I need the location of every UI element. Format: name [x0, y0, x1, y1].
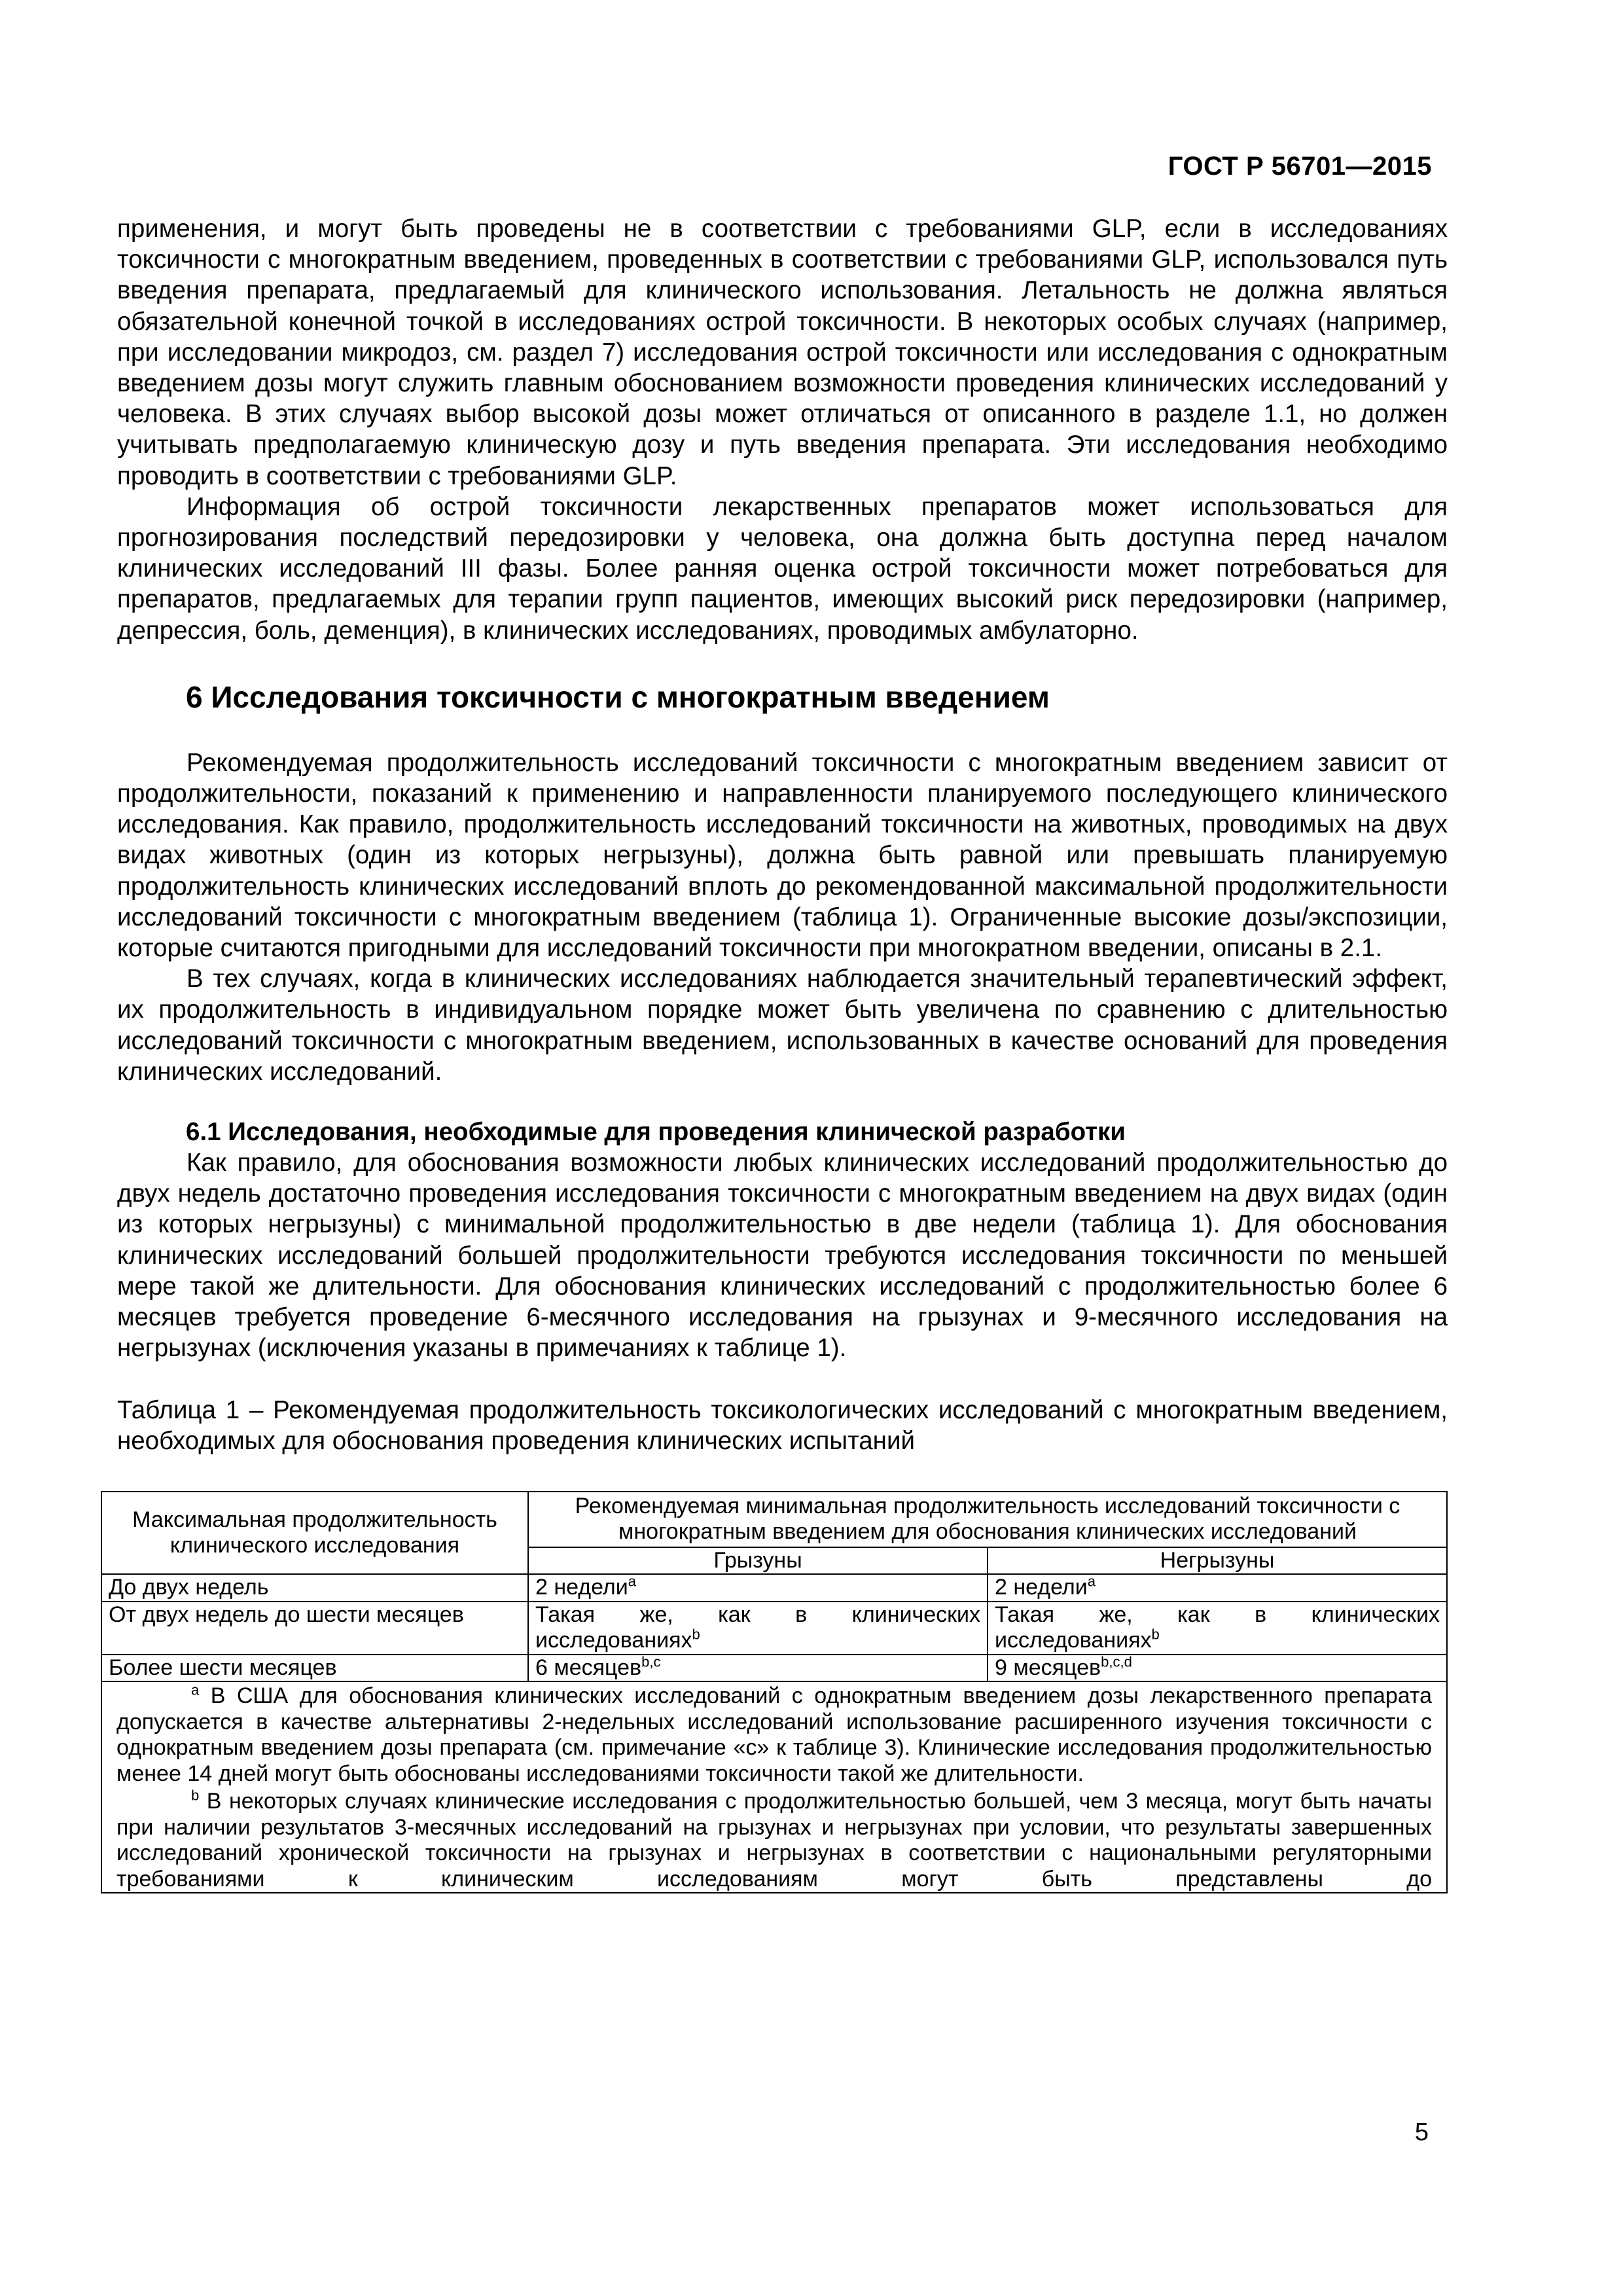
intro-paragraph-1: применения, и могут быть проведены не в соответствии с требованиями GLP, если в исследованиях токсичности с многократным введением, проведенных в соответствии с требованиями GLP, использовался путь введения препарата, предлагаемый для клинического использования. Летальность не должна являться обязательной конечной точкой в исследованиях острой токсичности. В некоторых особых случаях (например, при исследовании микродоз, см. раздел 7) исследования острой токсичности или исследования с однократным введением дозы могут служить главным обоснованием возможности проведения клинических исследований у человека. В этих случаях выбор высокой дозы может отличаться от описанного в разделе 1.1, но должен учитывать предполагаемую клиническую дозу и путь введения препарата. Эти исследования необходимо проводить в соответствии с требованиями GLP. — [117, 215, 1448, 490]
table-row — [101, 1655, 1447, 1682]
section-6-1-heading: 6.1 Исследования, необходимые для проведения клинической разработки — [186, 1118, 1126, 1147]
row-duration: До двух недель — [101, 1574, 528, 1602]
table-1-caption: Таблица 1 – Рекомендуемая продолжительность токсикологических исследований с многократным введением, необходимых для обоснования проведения клинических испытаний — [117, 1395, 1448, 1455]
footnote-mark: b,c — [641, 1653, 661, 1670]
header-recommended-duration: Рекомендуемая минимальная продолжительность исследований токсичности с многократным введением для обоснования клинических исследований — [528, 1492, 1447, 1547]
row-duration: Более шести месяцев — [101, 1655, 528, 1682]
row-duration: От двух недель до шести месяцев — [101, 1602, 528, 1655]
footnote-mark: a — [1087, 1573, 1096, 1590]
standard-designation: ГОСТ Р 56701—2015 — [1168, 152, 1432, 181]
table-notes-row — [101, 1681, 1447, 1893]
row-rodents: 2 недели$^a$ — [528, 1574, 988, 1602]
footnote-mark: a — [628, 1573, 636, 1590]
footnote-mark: b — [1151, 1626, 1160, 1643]
row-nonrodents: Такая же, как в клинических исследованиях$^b$ — [988, 1602, 1447, 1655]
table-header-row — [101, 1492, 1447, 1547]
section-6-paragraph-1: Рекомендуемая продолжительность исследований токсичности с многократным введением зависит от продолжительности, показаний к применению и направленности планируемого последующего клинического исследования. Как правило, продолжительность исследований токсичности на животных, проводимых на двух видах животных (один из которых негрызуны), должна быть равной или превышать планируемую продолжительность клинических исследований вплоть до рекомендованной максимальной продолжительности исследований токсичности с многократным введением (таблица 1). Ограниченные высокие дозы/экспозиции, которые считаются пригодными для исследований токсичности при многократном введении, описаны в 2.1. — [117, 748, 1448, 963]
row-rodents: Такая же, как в клинических исследованиях$^b$ — [528, 1602, 988, 1655]
section-6-1-paragraph-1: Как правило, для обоснования возможности любых клинических исследований продолжительностью до двух недель достаточно проведения исследования токсичности с многократным введением на двух видах (один из которых негрызуны) с минимальной продолжительностью в две недели (таблица 1). Для обоснования клинических исследований большей продолжительности требуются исследования токсичности по меньшей мере такой же длительности. Для обоснования клинических исследований с продолжительностью более 6 месяцев требуется проведение 6-месячного исследования на грызунах и 9-месячного исследования на негрызунах (исключения указаны в примечаниях к таблице 1). — [117, 1149, 1448, 1363]
footnote-mark: b — [692, 1626, 700, 1643]
table-row — [101, 1602, 1447, 1655]
header-nonrodents: Негрызуны — [988, 1547, 1447, 1575]
table-row — [101, 1574, 1447, 1602]
page-number: 5 — [1414, 2119, 1429, 2146]
footnote-mark: b — [191, 1787, 200, 1804]
row-nonrodents: 2 недели$^a$ — [988, 1574, 1447, 1602]
section-6-paragraph-2: В тех случаях, когда в клинических исследованиях наблюдается значительный терапевтический эффект, их продолжительность в индивидуальном порядке может быть увеличена по сравнению с длительностью исследований токсичности с многократным введением, использованных в качестве оснований для проведения клинических исследований. — [117, 965, 1448, 1086]
footnote-mark: b,c,d — [1101, 1653, 1132, 1670]
footnote-mark: a — [191, 1682, 200, 1699]
table-notes — [101, 1681, 1447, 1893]
table-note: $^b$ В некоторых случаях клинические исследования с продолжительностью большей, чем 3 месяца, могут быть начаты при наличии результатов 3-месячных исследований на грызунах и негрызунах при условии, что результаты завершенных исследований хронической токсичности на грызунах и негрызунах в соответствии с национальными регуляторными требованиями к клиническим исследованиям могут быть представлены до — [116, 1787, 1433, 1892]
header-rodents: Грызуны — [528, 1547, 988, 1575]
row-rodents: 6 месяцев$^{b,c}$ — [528, 1655, 988, 1682]
table-1 — [101, 1491, 1448, 1894]
row-nonrodents: 9 месяцев$^{b,c,d}$ — [988, 1655, 1447, 1682]
header-max-duration: Максимальная продолжительность клинического исследования — [101, 1492, 528, 1575]
intro-paragraph-2: Информация об острой токсичности лекарственных препаратов может использоваться для прогнозирования последствий передозировки у человека, она должна быть доступна перед началом клинических исследований III фазы. Более ранняя оценка острой токсичности может потребоваться для препаратов, предлагаемых для терапии групп пациентов, имеющих высокий риск передозировки (например, депрессия, боль, деменция), в клинических исследованиях, проводимых амбулаторно. — [117, 492, 1448, 645]
page-content — [109, 213, 1448, 1893]
table-note: $^a$ В США для обоснования клинических исследований с однократным введением дозы лекарственного препарата допускается в качестве альтернативы 2-недельных исследований использование расширенного изучения токсичности с однократным введением дозы препарата (см. примечание «c» к таблице 3). Клинические исследования продолжительностью менее 14 дней могут быть обоснованы исследованиями токсичности такой же длительности. — [116, 1682, 1432, 1786]
section-6-heading: 6 Исследования токсичности с многократным введением — [186, 679, 1050, 714]
